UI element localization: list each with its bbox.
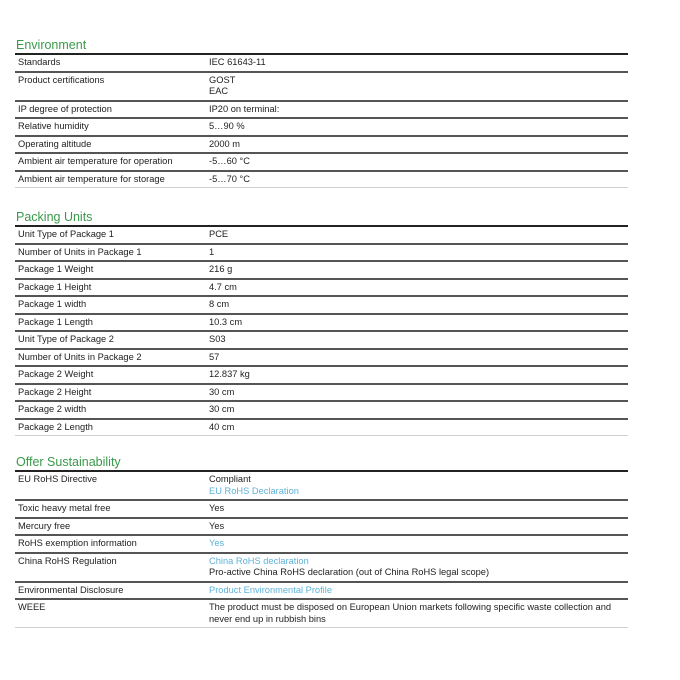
row-value — [207, 314, 628, 332]
row-value — [207, 279, 628, 297]
table-row — [15, 518, 628, 536]
row-label: Toxic heavy metal free — [15, 500, 207, 518]
table-row — [15, 153, 628, 171]
row-label: Package 1 Height — [15, 279, 207, 297]
row-label: Environmental Disclosure — [15, 582, 207, 600]
row-label: Mercury free — [15, 518, 207, 536]
value-text: IP20 on terminal: — [209, 103, 280, 114]
value-text: IEC 61643-11 — [209, 57, 266, 67]
row-value — [207, 54, 628, 72]
row-label: Package 1 Length — [15, 314, 207, 332]
table-row — [15, 553, 628, 582]
row-value — [207, 535, 628, 553]
row-label: Package 2 Weight — [15, 366, 207, 384]
table-row — [15, 171, 628, 188]
row-value — [207, 296, 628, 314]
table-row — [15, 101, 628, 119]
row-value — [207, 384, 628, 402]
value-text: -5…70 °C — [209, 173, 250, 184]
row-value — [207, 471, 628, 500]
row-value — [207, 72, 628, 101]
row-label: Relative humidity — [15, 118, 207, 136]
value-text: 40 cm — [209, 421, 235, 432]
table-row — [15, 244, 628, 262]
table-row — [15, 500, 628, 518]
value-text: 30 cm — [209, 404, 235, 414]
value-text: 1 — [209, 246, 215, 257]
environment-table — [15, 53, 628, 187]
row-label: Ambient air temperature for storage — [15, 171, 207, 188]
section-packing-units — [15, 210, 628, 436]
section-environment — [15, 38, 628, 188]
table-row — [15, 314, 628, 332]
table-row — [15, 296, 628, 314]
value-text: 4.7 cm — [209, 281, 237, 292]
table-bottom-border — [15, 627, 628, 628]
value-link[interactable]: EU RoHS Declaration — [209, 485, 299, 496]
value-text: 8 cm — [209, 299, 230, 309]
value-link[interactable]: Yes — [209, 538, 225, 548]
table-row — [15, 72, 628, 101]
row-value — [207, 366, 628, 384]
table-row — [15, 419, 628, 436]
value-text: GOST — [209, 74, 236, 85]
table-row — [15, 471, 628, 500]
value-text: 10.3 cm — [209, 316, 243, 327]
value-text: -5…60 °C — [209, 156, 250, 166]
row-value — [207, 171, 628, 188]
row-value — [207, 553, 628, 582]
table-row — [15, 366, 628, 384]
table-row — [15, 331, 628, 349]
value-link[interactable]: China RoHS declaration — [209, 555, 309, 566]
value-text: PCE — [209, 229, 229, 239]
row-label: Ambient air temperature for operation — [15, 153, 207, 171]
row-value — [207, 582, 628, 600]
table-row — [15, 136, 628, 154]
row-label: Package 2 Height — [15, 384, 207, 402]
table-row — [15, 535, 628, 553]
row-value — [207, 500, 628, 518]
row-value — [207, 331, 628, 349]
table-row — [15, 54, 628, 72]
section-title-environment: Environment — [16, 38, 87, 52]
row-label: Package 2 width — [15, 401, 207, 419]
row-label: China RoHS Regulation — [15, 553, 207, 582]
row-value — [207, 349, 628, 367]
value-text: The product must be disposed on European Union markets following specific waste collection and never end up in rubbish bins — [209, 602, 612, 624]
table-bottom-border — [15, 187, 628, 188]
value-text: 5…90 % — [209, 121, 245, 131]
row-label: Unit Type of Package 2 — [15, 331, 207, 349]
value-text: 216 g — [209, 264, 233, 274]
table-row — [15, 118, 628, 136]
row-label: EU RoHS Directive — [15, 471, 207, 500]
value-text: EAC — [209, 86, 229, 96]
value-text: 30 cm — [209, 386, 235, 397]
row-label: Package 2 Length — [15, 419, 207, 436]
row-value — [207, 261, 628, 279]
value-link[interactable]: Product Environmental Profile — [209, 584, 332, 595]
row-label: IP degree of protection — [15, 101, 207, 119]
table-row — [15, 226, 628, 244]
row-value — [207, 101, 628, 119]
value-text: Compliant — [209, 474, 251, 484]
packing-units-table — [15, 225, 628, 435]
row-label: Package 1 Weight — [15, 261, 207, 279]
value-text: 12.837 kg — [209, 369, 250, 379]
row-value — [207, 153, 628, 171]
table-row — [15, 599, 628, 627]
row-label: Standards — [15, 54, 207, 72]
table-row — [15, 384, 628, 402]
row-value — [207, 118, 628, 136]
row-label: Operating altitude — [15, 136, 207, 154]
row-value — [207, 419, 628, 436]
value-text: 57 — [209, 351, 220, 362]
table-bottom-border — [15, 435, 628, 436]
row-value — [207, 599, 628, 627]
row-value — [207, 401, 628, 419]
table-row — [15, 401, 628, 419]
section-title-packing-units: Packing Units — [16, 210, 93, 224]
section-title-offer-sustainability: Offer Sustainability — [16, 455, 121, 469]
row-label: Number of Units in Package 2 — [15, 349, 207, 367]
table-row — [15, 582, 628, 600]
table-row — [15, 261, 628, 279]
section-offer-sustainability — [15, 455, 628, 628]
row-label: WEEE — [15, 599, 207, 627]
value-text: S03 — [209, 334, 226, 344]
row-value — [207, 136, 628, 154]
row-label: Product certifications — [15, 72, 207, 101]
value-text: Yes — [209, 503, 225, 513]
offer-sustainability-table — [15, 470, 628, 627]
row-label: Number of Units in Package 1 — [15, 244, 207, 262]
row-label: RoHS exemption information — [15, 535, 207, 553]
row-value — [207, 244, 628, 262]
value-text: Pro-active China RoHS declaration (out of China RoHS legal scope) — [209, 567, 490, 577]
value-text: 2000 m — [209, 138, 241, 149]
row-value — [207, 518, 628, 536]
row-label: Package 1 width — [15, 296, 207, 314]
row-label: Unit Type of Package 1 — [15, 226, 207, 244]
value-text: Yes — [209, 520, 225, 531]
table-row — [15, 279, 628, 297]
table-row — [15, 349, 628, 367]
row-value — [207, 226, 628, 244]
